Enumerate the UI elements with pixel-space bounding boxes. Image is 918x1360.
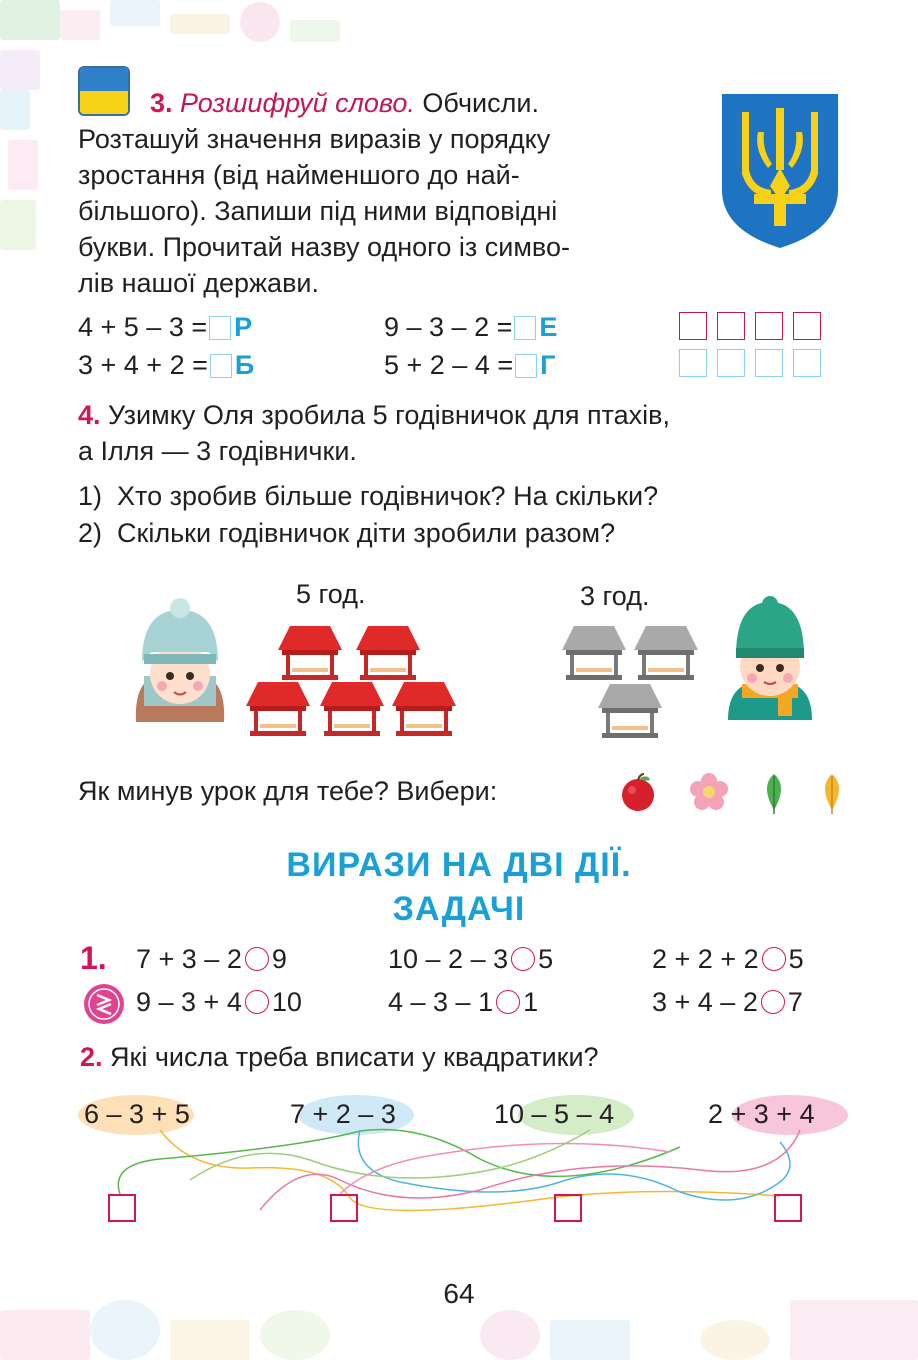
letter-box[interactable] — [755, 349, 783, 377]
task3-line: букви. Прочитай назву одного із симво- — [78, 232, 570, 262]
task3-line: Розташуй значення виразів у порядку — [78, 124, 551, 154]
answer-box[interactable] — [209, 316, 231, 340]
letter-box[interactable] — [679, 349, 707, 377]
ex2-answer-box[interactable] — [108, 1194, 136, 1222]
ex2-answer-box[interactable] — [554, 1194, 582, 1222]
top-left-decoration — [0, 0, 360, 90]
ex2-expr: 2 + 3 + 4 — [708, 1099, 815, 1129]
coat-of-arms-icon — [718, 90, 842, 250]
boy-illya-illustration — [718, 596, 822, 720]
task3-expr-e: 9 – 3 – 2 = Е — [384, 312, 558, 342]
answer-box[interactable] — [210, 354, 232, 378]
label-olya-feeders: 5 год. — [296, 579, 366, 609]
left-edge-decoration — [0, 90, 46, 260]
task3-expr-g: 5 + 2 – 4 = Г — [384, 350, 556, 380]
ex2-answer-box[interactable] — [774, 1194, 802, 1222]
ex1-item: 9 – 3 + 4 10 — [136, 987, 302, 1017]
value-box[interactable] — [793, 312, 821, 340]
label-illya-feeders: 3 год. — [580, 581, 650, 611]
ex2-expr: 6 – 3 + 5 — [84, 1099, 190, 1129]
ex2-number: 2. — [80, 1042, 103, 1072]
task3-line: зростання (від найменшого до най- — [78, 160, 520, 190]
letter-box[interactable] — [793, 349, 821, 377]
letter-box[interactable] — [717, 349, 745, 377]
compare-circle[interactable] — [511, 947, 535, 971]
olya-feeders-group — [246, 622, 458, 738]
ex1-item: 3 + 4 – 2 7 — [652, 987, 803, 1017]
ex1-item: 4 – 3 – 1 1 — [388, 987, 539, 1017]
ex1-item: 10 – 2 – 3 5 — [388, 944, 554, 974]
task3-line: більшого). Запиши під ними відповідні — [78, 196, 558, 226]
compare-circle[interactable] — [761, 990, 785, 1014]
value-box[interactable] — [717, 312, 745, 340]
reflection-text: Як минув урок для тебе? Вибери: — [78, 776, 498, 806]
yellow-leaf-icon[interactable] — [818, 772, 846, 814]
answer-box[interactable] — [514, 316, 536, 340]
task3-number: 3. — [150, 88, 173, 118]
ex1-item: 7 + 3 – 2 9 — [136, 944, 287, 974]
illya-feeders-group — [562, 624, 702, 740]
answer-box[interactable] — [515, 354, 537, 378]
compare-signs-icon — [82, 982, 126, 1026]
girl-olya-illustration — [130, 596, 230, 722]
task3-expr-b: 3 + 4 + 2 = Б — [78, 350, 255, 380]
task4-question-2: 2) Скільки годівничок діти зробили разом? — [78, 518, 616, 548]
ex2-text: 2. Які числа треба вписати у квадратики? — [80, 1042, 599, 1072]
ex2-answer-box[interactable] — [330, 1194, 358, 1222]
task3-expr-r: 4 + 5 – 3 = Р — [78, 312, 253, 342]
compare-circle[interactable] — [245, 947, 269, 971]
ex1-item: 2 + 2 + 2 5 — [652, 944, 804, 974]
task3-title: Розшифруй слово. — [180, 88, 415, 118]
flower-icon[interactable] — [688, 772, 730, 812]
ex2-expr: 7 + 2 – 3 — [290, 1099, 396, 1129]
value-box[interactable] — [679, 312, 707, 340]
green-leaf-icon[interactable] — [760, 772, 788, 814]
ex2-expr: 10 – 5 – 4 — [494, 1099, 615, 1129]
section-heading-line1: ВИРАЗИ НА ДВІ ДІЇ. — [286, 846, 632, 884]
task4-question-1: 1) Хто зробив більше годівничок? На скільки? — [78, 481, 659, 511]
ex1-number: 1. — [80, 940, 107, 976]
task3-text — [78, 85, 718, 301]
task4-text: 4. Узимку Оля зробила 5 годівничок для птахів, а Ілля — 3 годівнички. — [78, 400, 670, 466]
compare-circle[interactable] — [762, 947, 786, 971]
compare-circle[interactable] — [496, 990, 520, 1014]
task3-line: лів нашої держави. — [78, 268, 319, 298]
section-heading-line2: ЗАДАЧІ — [392, 890, 526, 928]
compare-circle[interactable] — [245, 990, 269, 1014]
page-number: 64 — [443, 1278, 475, 1309]
task3-line1-rest: Обчисли. — [422, 88, 539, 118]
task4-number: 4. — [78, 400, 101, 430]
value-box[interactable] — [755, 312, 783, 340]
apple-icon[interactable] — [618, 772, 658, 812]
